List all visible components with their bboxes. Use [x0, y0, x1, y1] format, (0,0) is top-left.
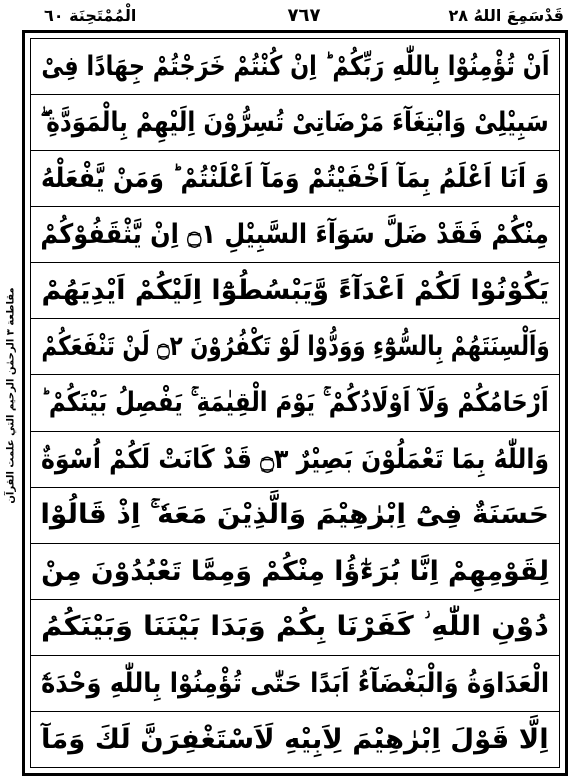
- text-line-1: [31, 39, 559, 95]
- text-line-8: [31, 432, 559, 488]
- text-line-11-content: دُوْنِ اللّٰهِ ؗ كَفَرْنَا بِكُمْ وَبَدَا بَيْنَنَا وَبَيْنَكُمُ: [41, 611, 549, 643]
- text-line-7: [31, 375, 559, 431]
- text-line-4: [31, 207, 559, 263]
- text-line-4-content: مِنْكُمْ فَقَدْ ضَلَّ سَوَآءَ السَّبِيْلِ ۝١ اِنْ يَّثْقَفُوْكُمْ: [40, 219, 550, 251]
- text-line-3-content: وَ اَنَا اَعْلَمُ بِمَآ اَخْفَيْتُمْ وَمَآ اَعْلَنْتُمْ ؕ وَمَنْ يَّفْعَلْهُ: [40, 163, 550, 195]
- quran-text: [31, 39, 559, 767]
- juz-name: قَدْسَمِعَ اللهُ ٢٨: [448, 6, 564, 25]
- page-header: [44, 4, 564, 28]
- text-line-11: [31, 600, 559, 656]
- text-line-6-content: وَاَلْسِنَتَهُمْ بِالسُّوْٓءِ وَوَدُّوْا لَوْ تَكْفُرُوْنَ ۝٢ لَنْ تَنْفَعَكُمْ: [40, 331, 550, 363]
- text-line-10-content: لِقَوْمِهِمْ اِنَّا بُرَءٰٓؤُا مِنْكُمْ وَمِمَّا تَعْبُدُوْنَ مِنْ: [41, 555, 549, 587]
- text-line-6: [31, 319, 559, 375]
- text-line-13: [31, 712, 559, 767]
- text-line-2-content: سَبِيْلِیْ وَابْتِغَآءَ مَرْضَاتِیْ تُسِرُّوْنَ اِلَيْهِمْ بِالْمَوَدَّةِ ۖ: [40, 106, 550, 138]
- page-frame: [22, 30, 568, 776]
- text-line-10: [31, 544, 559, 600]
- text-line-9: [31, 488, 559, 544]
- text-line-3: [31, 151, 559, 207]
- margin-note: [2, 250, 20, 540]
- text-line-5: [31, 263, 559, 319]
- text-line-9-content: حَسَنَةٌ فِیْٓ اِبْرٰهِيْمَ وَالَّذِيْنَ مَعَهٗ ۚ اِذْ قَالُوْا: [40, 499, 550, 531]
- text-line-1-content: اَنْ تُؤْمِنُوْا بِاللّٰهِ رَبِّكُمْ ؕ اِنْ كُنْتُمْ خَرَجْتُمْ جِهَادًا فِیْ: [40, 51, 550, 83]
- page-number: ٧٦٧: [287, 5, 321, 26]
- text-line-12-content: الْعَدَاوَةُ وَالْبَغْضَآءُ اَبَدًا حَتّٰى تُؤْمِنُوْا بِاللّٰهِ وَحْدَهٗٓ: [40, 667, 550, 699]
- text-line-2: [31, 95, 559, 151]
- text-line-8-content: وَاللّٰهُ بِمَا تَعْمَلُوْنَ بَصِيْرٌ ۝٣ قَدْ كَانَتْ لَكُمْ اُسْوَةٌ: [40, 443, 550, 475]
- text-line-12: [31, 656, 559, 712]
- margin-note-text: مقاطعة ٣ الرحمٰن الرحيم التي علمت القرآن: [5, 286, 17, 504]
- text-line-7-content: اَرْحَامُكُمْ وَلَآ اَوْلَادُكُمْ ۚ يَوْمَ الْقِيٰمَةِ ۚ يَفْصِلُ بَيْنَكُمْ ؕ: [41, 387, 549, 418]
- text-line-13-content: اِلَّا قَوْلَ اِبْرٰهِيْمَ لِاَبِيْهِ لَاَسْتَغْفِرَنَّ لَكَ وَمَآ: [41, 723, 549, 755]
- surah-name: الْمُمْتَحِنَة ٦٠: [44, 6, 137, 25]
- text-line-5-content: يَكُوْنُوْا لَكُمْ اَعْدَآءً وَّيَبْسُطُوْٓا اِلَيْكُمْ اَيْدِيَهُمْ: [41, 275, 549, 307]
